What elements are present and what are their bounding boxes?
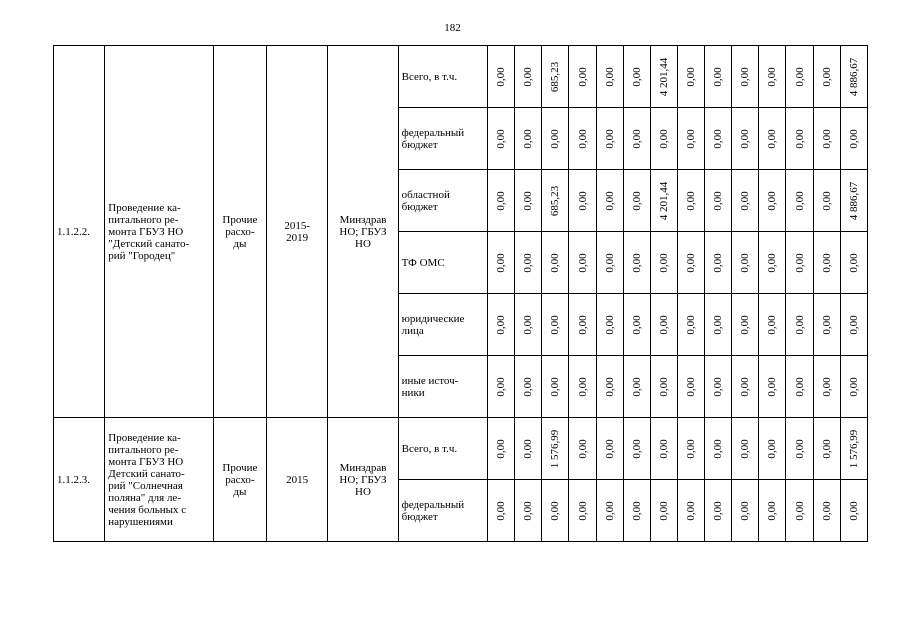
value-cell (569, 480, 596, 542)
value-text: 0,00 (603, 128, 616, 149)
value-cell (840, 480, 867, 542)
section-code: 1.1.2.3. (54, 418, 105, 542)
value-text: 0,00 (495, 438, 508, 459)
table-row (54, 418, 868, 480)
value-cell (569, 232, 596, 294)
value-text: 0,00 (576, 500, 589, 521)
value-cell (596, 170, 623, 232)
value-text: 0,00 (739, 500, 752, 521)
value-text: 0,00 (820, 376, 833, 397)
value-cell (786, 46, 813, 108)
value-cell (840, 232, 867, 294)
value-cell (488, 232, 515, 294)
value-text: 0,00 (847, 252, 860, 273)
value-text: 0,00 (739, 438, 752, 459)
value-text: 0,00 (712, 500, 725, 521)
value-cell (596, 418, 623, 480)
value-text: 0,00 (549, 252, 562, 273)
value-cell (488, 294, 515, 356)
value-cell (677, 294, 704, 356)
value-text: 0,00 (549, 128, 562, 149)
value-cell (650, 418, 677, 480)
value-cell (840, 108, 867, 170)
value-cell (596, 232, 623, 294)
value-text: 0,00 (657, 438, 670, 459)
value-text: 0,00 (739, 314, 752, 335)
value-text: 0,00 (576, 376, 589, 397)
value-cell (542, 232, 569, 294)
value-cell (677, 480, 704, 542)
value-text: 0,00 (766, 438, 779, 459)
value-text: 0,00 (576, 128, 589, 149)
value-text: 0,00 (522, 438, 535, 459)
value-cell (677, 170, 704, 232)
value-cell (650, 294, 677, 356)
value-text: 4 201,44 (657, 57, 670, 96)
value-text: 685,23 (549, 61, 562, 92)
value-text: 0,00 (657, 500, 670, 521)
value-text: 0,00 (820, 500, 833, 521)
funding-source: юридические лица (398, 294, 487, 356)
value-cell (732, 418, 759, 480)
funding-source: Всего, в т.ч. (398, 418, 487, 480)
value-cell (759, 46, 786, 108)
value-cell (840, 418, 867, 480)
value-text: 0,00 (793, 376, 806, 397)
page-number: 182 (444, 22, 461, 34)
value-cell (542, 356, 569, 418)
value-text: 0,00 (630, 438, 643, 459)
value-cell (542, 170, 569, 232)
value-cell (813, 294, 840, 356)
value-cell (569, 108, 596, 170)
value-text: 0,00 (576, 438, 589, 459)
value-text: 0,00 (766, 500, 779, 521)
value-cell (677, 356, 704, 418)
value-text: 0,00 (603, 252, 616, 273)
value-text: 0,00 (766, 314, 779, 335)
value-text: 0,00 (522, 128, 535, 149)
value-cell (515, 46, 542, 108)
value-text: 685,23 (549, 185, 562, 216)
value-text: 0,00 (793, 190, 806, 211)
value-cell (759, 232, 786, 294)
value-text: 0,00 (657, 376, 670, 397)
value-cell (786, 480, 813, 542)
value-text: 0,00 (603, 190, 616, 211)
value-text: 0,00 (793, 252, 806, 273)
value-text: 4 886,67 (847, 181, 860, 220)
value-text: 0,00 (495, 252, 508, 273)
value-text: 0,00 (766, 252, 779, 273)
value-cell (650, 232, 677, 294)
value-cell (650, 108, 677, 170)
value-text: 0,00 (766, 190, 779, 211)
value-cell (705, 108, 732, 170)
value-cell (786, 294, 813, 356)
value-text: 0,00 (495, 66, 508, 87)
value-cell (515, 356, 542, 418)
value-cell (515, 108, 542, 170)
value-text: 0,00 (657, 252, 670, 273)
period: 2015 (267, 418, 328, 542)
value-text: 0,00 (630, 314, 643, 335)
value-cell (596, 46, 623, 108)
funding-source: федеральный бюджет (398, 480, 487, 542)
value-cell (596, 108, 623, 170)
value-cell (840, 46, 867, 108)
value-text: 0,00 (630, 376, 643, 397)
value-cell (623, 356, 650, 418)
value-text: 0,00 (630, 190, 643, 211)
value-text: 0,00 (685, 314, 698, 335)
value-cell (623, 294, 650, 356)
value-text: 0,00 (576, 66, 589, 87)
value-text: 0,00 (495, 190, 508, 211)
value-cell (840, 294, 867, 356)
executor: Минздрав НО; ГБУЗ НО (328, 46, 398, 418)
value-text: 0,00 (793, 500, 806, 521)
value-cell (813, 46, 840, 108)
funding-source: иные источ- ники (398, 356, 487, 418)
value-text: 0,00 (576, 252, 589, 273)
period: 2015- 2019 (267, 46, 328, 418)
value-text: 0,00 (712, 190, 725, 211)
value-cell (840, 170, 867, 232)
value-cell (677, 46, 704, 108)
value-cell (515, 232, 542, 294)
value-cell (569, 294, 596, 356)
value-text: 0,00 (712, 66, 725, 87)
value-text: 0,00 (820, 66, 833, 87)
value-cell (705, 356, 732, 418)
value-text: 0,00 (549, 500, 562, 521)
value-text: 0,00 (712, 252, 725, 273)
value-text: 0,00 (820, 314, 833, 335)
value-cell (542, 418, 569, 480)
value-cell (542, 46, 569, 108)
value-text: 0,00 (522, 500, 535, 521)
value-text: 0,00 (793, 128, 806, 149)
value-cell (732, 294, 759, 356)
expense-type: Прочие расхо- ды (213, 418, 266, 542)
value-text: 1 576,99 (549, 429, 562, 468)
value-text: 0,00 (685, 190, 698, 211)
value-text: 0,00 (522, 314, 535, 335)
value-cell (705, 232, 732, 294)
value-text: 0,00 (685, 438, 698, 459)
value-text: 0,00 (522, 252, 535, 273)
value-cell (759, 108, 786, 170)
value-text: 0,00 (630, 252, 643, 273)
value-text: 0,00 (820, 252, 833, 273)
value-cell (786, 418, 813, 480)
value-text: 0,00 (603, 66, 616, 87)
value-cell (732, 108, 759, 170)
value-cell (542, 480, 569, 542)
value-cell (813, 232, 840, 294)
value-cell (569, 46, 596, 108)
value-text: 0,00 (739, 66, 752, 87)
value-text: 1 576,99 (847, 429, 860, 468)
value-text: 0,00 (685, 500, 698, 521)
value-cell (732, 480, 759, 542)
value-cell (515, 170, 542, 232)
executor: Минздрав НО; ГБУЗ НО (328, 418, 398, 542)
value-cell (705, 170, 732, 232)
value-cell (677, 108, 704, 170)
value-cell (650, 480, 677, 542)
value-text: 0,00 (739, 376, 752, 397)
value-text: 0,00 (766, 66, 779, 87)
value-cell (515, 294, 542, 356)
value-text: 0,00 (847, 128, 860, 149)
funding-source: областной бюджет (398, 170, 487, 232)
value-cell (813, 480, 840, 542)
value-cell (596, 480, 623, 542)
value-cell (840, 356, 867, 418)
value-text: 0,00 (630, 128, 643, 149)
value-cell (488, 170, 515, 232)
value-text: 0,00 (495, 376, 508, 397)
expense-type: Прочие расхо- ды (213, 46, 266, 418)
value-cell (786, 232, 813, 294)
value-cell (677, 418, 704, 480)
value-text: 0,00 (766, 376, 779, 397)
value-text: 4 886,67 (847, 57, 860, 96)
value-text: 0,00 (603, 500, 616, 521)
value-text: 0,00 (820, 438, 833, 459)
budget-table (53, 45, 868, 542)
value-cell (813, 108, 840, 170)
section-name: Проведение ка- питального ре- монта ГБУЗ НО Детский санато- рий "Солнечная поляна" для ле- чения больных с нарушениями (105, 418, 214, 542)
value-text: 0,00 (603, 376, 616, 397)
funding-source: Всего, в т.ч. (398, 46, 487, 108)
value-cell (623, 232, 650, 294)
value-cell (569, 356, 596, 418)
section-code: 1.1.2.2. (54, 46, 105, 418)
value-cell (759, 294, 786, 356)
value-text: 0,00 (685, 252, 698, 273)
value-cell (677, 232, 704, 294)
value-cell (569, 170, 596, 232)
value-cell (732, 46, 759, 108)
value-cell (813, 170, 840, 232)
section-name: Проведение ка- питального ре- монта ГБУЗ НО "Детский санато- рий "Городец" (105, 46, 214, 418)
value-text: 0,00 (739, 190, 752, 211)
value-cell (705, 46, 732, 108)
value-text: 0,00 (847, 314, 860, 335)
value-text: 0,00 (495, 128, 508, 149)
value-cell (786, 108, 813, 170)
value-cell (732, 356, 759, 418)
value-cell (488, 46, 515, 108)
value-text: 0,00 (630, 66, 643, 87)
value-cell (596, 294, 623, 356)
value-cell (488, 108, 515, 170)
value-cell (542, 108, 569, 170)
value-text: 0,00 (576, 314, 589, 335)
value-text: 0,00 (712, 314, 725, 335)
value-cell (596, 356, 623, 418)
value-text: 0,00 (657, 128, 670, 149)
value-text: 0,00 (847, 500, 860, 521)
value-text: 4 201,44 (657, 181, 670, 220)
value-cell (488, 418, 515, 480)
value-text: 0,00 (739, 252, 752, 273)
value-text: 0,00 (847, 376, 860, 397)
value-text: 0,00 (820, 190, 833, 211)
value-text: 0,00 (685, 128, 698, 149)
value-text: 0,00 (630, 500, 643, 521)
value-text: 0,00 (549, 376, 562, 397)
value-text: 0,00 (603, 438, 616, 459)
value-text: 0,00 (685, 376, 698, 397)
value-cell (650, 356, 677, 418)
value-cell (732, 170, 759, 232)
value-cell (623, 480, 650, 542)
value-text: 0,00 (495, 500, 508, 521)
value-cell (732, 232, 759, 294)
value-cell (813, 356, 840, 418)
value-cell (759, 356, 786, 418)
value-text: 0,00 (603, 314, 616, 335)
value-cell (623, 170, 650, 232)
value-cell (488, 480, 515, 542)
value-text: 0,00 (793, 438, 806, 459)
value-text: 0,00 (712, 128, 725, 149)
value-cell (623, 108, 650, 170)
value-cell (759, 480, 786, 542)
value-cell (623, 418, 650, 480)
value-cell (515, 418, 542, 480)
value-cell (813, 418, 840, 480)
table-row (54, 46, 868, 108)
value-cell (786, 170, 813, 232)
value-cell (759, 170, 786, 232)
value-cell (759, 418, 786, 480)
value-cell (623, 46, 650, 108)
value-text: 0,00 (712, 376, 725, 397)
value-text: 0,00 (820, 128, 833, 149)
value-text: 0,00 (685, 66, 698, 87)
value-text: 0,00 (712, 438, 725, 459)
value-cell (705, 418, 732, 480)
value-text: 0,00 (495, 314, 508, 335)
value-text: 0,00 (522, 190, 535, 211)
value-text: 0,00 (793, 66, 806, 87)
value-cell (650, 46, 677, 108)
value-text: 0,00 (576, 190, 589, 211)
value-text: 0,00 (657, 314, 670, 335)
value-cell (488, 356, 515, 418)
value-cell (705, 480, 732, 542)
funding-source: ТФ ОМС (398, 232, 487, 294)
value-text: 0,00 (522, 66, 535, 87)
value-text: 0,00 (793, 314, 806, 335)
value-cell (786, 356, 813, 418)
value-text: 0,00 (522, 376, 535, 397)
value-cell (705, 294, 732, 356)
value-cell (542, 294, 569, 356)
value-cell (515, 480, 542, 542)
value-cell (650, 170, 677, 232)
value-text: 0,00 (549, 314, 562, 335)
value-cell (569, 418, 596, 480)
value-text: 0,00 (739, 128, 752, 149)
funding-source: федеральный бюджет (398, 108, 487, 170)
value-text: 0,00 (766, 128, 779, 149)
